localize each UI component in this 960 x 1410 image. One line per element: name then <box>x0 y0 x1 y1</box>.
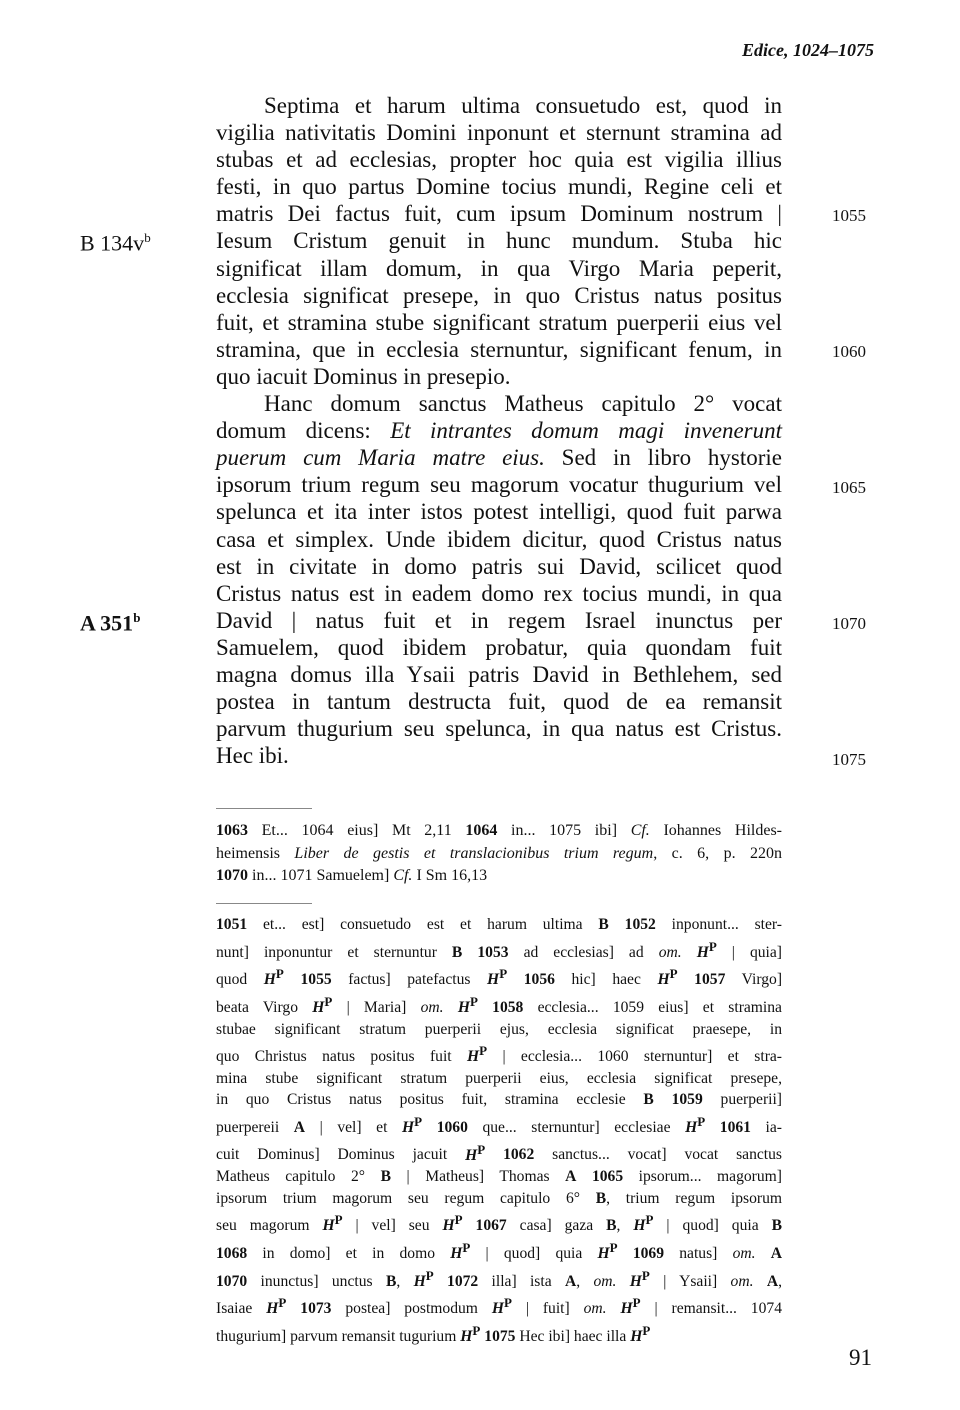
apparatus-line: quo Christus natus positus fuit $H^P$ | ecclesia... 1060 sternuntur] et stra- <box>216 1043 782 1066</box>
apparatus-line: ipsorum trium magorum seu regum capitulo 6° B, trium regum ipsorum <box>216 1189 782 1207</box>
text-line: vigilia nativitatis Domini inponunt et sternunt stramina ad <box>216 120 782 146</box>
text-line <box>216 417 782 444</box>
apparatus-line: in quo Cristus natus positus fuit, stramina ecclesie B 1059 puerperii] <box>216 1091 782 1109</box>
apparatus-line: Isaiae $H^P$ 1073 postea] postmodum $H^P$ | fuit] om. $H^P$ | remansit... 1074 <box>216 1295 782 1318</box>
siglum-b-marker: B $134v^b$ <box>80 230 151 256</box>
footnote-divider <box>216 903 312 904</box>
footnote-line: heimensis Liber de gestis et translacionibus trium regum, c. 6, p. 220n <box>216 844 782 862</box>
text-line: ecclesia significat presepe, in quo Cristus natus positus <box>216 282 782 308</box>
siglum-a-marker: A 351$^b$ <box>80 610 141 636</box>
footnote-divider <box>216 808 312 809</box>
apparatus-line: 1068 in domo] et in domo $H^P$ | quod] quia $H^P$ 1069 natus] om. A <box>216 1239 783 1262</box>
quote-text: Et intrantes domum magi invenerunt <box>390 418 782 444</box>
text-line: Iesum Cristum genuit in hunc mundum. Stuba hic <box>216 228 782 254</box>
text-line: Hec ibi. <box>216 743 289 769</box>
page-number: 91 <box>849 1345 872 1370</box>
text-line: magna domus illa Ysaii patris David in Bethlehem, sed <box>216 661 782 687</box>
apparatus-line: thugurium] parvum remansit tugurium $H^P$ 1075 Hec ibi] haec illa $H^P$ <box>216 1322 651 1346</box>
text-line: Cristus natus est in eadem domo rex tocius mundi, in qua <box>216 580 782 606</box>
text-line: quo iacuit Dominus in presepio. <box>216 363 511 389</box>
line-number: 1065 <box>832 478 866 497</box>
footnote-line: 1063 Et... 1064 eius] Mt 2,11 1064 in... 1075 ibi] Cf. Iohannes Hildes- <box>216 822 782 839</box>
text-line: festi, in quo partus Domine tocius mundi, Regine celi et <box>216 174 782 200</box>
text-segment: domum dicens: <box>216 418 391 444</box>
text-line: fuit, et stramina stube significant stratum puerperii eius vel <box>216 309 782 335</box>
apparatus-line: cuit Dominus] Dominus jacuit $H^P$ 1062 sanctus... vocat] vocat sanctus <box>216 1141 783 1164</box>
text-line: David | natus fuit et in regem Israel inunctus per <box>216 607 782 633</box>
apparatus-line: seu magorum $H^P$ | vel] seu $H^P$ 1067 casa] gaza B, $H^P$ | quod] quia B <box>216 1212 782 1235</box>
apparatus-line: nunt] inponuntur et sternuntur B 1053 ad ecclesias] ad om. $H^P$ | quia] <box>216 938 782 961</box>
footnotes-apparatus <box>216 914 782 1348</box>
footnote-line: 1070 in... 1071 Samuelem] Cf. I Sm 16,13 <box>216 867 488 884</box>
text-line: stramina, que in ecclesia sternuntur, significant fenum, in <box>216 336 782 362</box>
apparatus-line: 1070 inunctus] unctus B, $H^P$ 1072 illa] ista A, om. $H^P$ | Ysaii] om. A, <box>216 1267 783 1290</box>
main-text <box>216 92 782 769</box>
text-line: matris Dei factus fuit, cum ipsum Dominum nostrum | <box>216 201 782 227</box>
text-line: Septima et harum ultima consuetudo est, quod in <box>264 93 782 118</box>
quote-text: puerum cum Maria matre eius. <box>216 445 545 471</box>
text-line: ipsorum trium regum seu magorum vocatur thugurium vel <box>216 472 782 498</box>
line-number: 1055 <box>832 206 866 225</box>
footnotes-sources <box>216 820 782 888</box>
text-line: parvum thugurium seu spelunca, in qua natus est Cristus. <box>216 716 782 742</box>
apparatus-line: Matheus capitulo 2° B | Matheus] Thomas A 1065 ipsorum... magorum] <box>216 1168 782 1186</box>
text-line: stubas et ad ecclesias, propter hoc quia est vigilia illius <box>216 147 782 173</box>
text-line: casa et simplex. Unde ibidem dicitur, quod Cristus natus <box>216 526 782 552</box>
text-line: est in civitate in domo patris sui David, scilicet quod <box>216 553 782 579</box>
apparatus-line: stubae significant stratum puerperii ejus, ecclesia significat praesepe, in <box>216 1020 782 1038</box>
running-title: Edice, 1024–1075 <box>742 40 874 60</box>
apparatus-line: beata Virgo $H^P$ | Maria] om. $H^P$ 1058 ecclesia... 1059 eius] et stramina <box>216 993 782 1017</box>
line-number: 1075 <box>832 750 866 769</box>
apparatus-line: quod $H^P$ 1055 factus] patefactus $H^P$ 1056 hic] haec $H^P$ 1057 Virgo] <box>216 966 783 989</box>
text-line <box>216 444 782 471</box>
text-segment: Sed in libro hystorie <box>544 445 782 471</box>
text-line: spelunca et ita inter istos potest intelligi, quod fuit parwa <box>216 499 782 525</box>
line-number: 1070 <box>832 614 866 633</box>
text-line: Samuelem, quod ibidem probatur, quia quondam fuit <box>216 634 782 660</box>
apparatus-line: 1051 et... est] consuetudo est et harum ultima B 1052 inponunt... ster- <box>216 916 782 933</box>
apparatus-line: puerpereii A | vel] et $H^P$ 1060 que... sternuntur] ecclesiae $H^P$ 1061 ia- <box>216 1113 782 1136</box>
line-number: 1060 <box>832 342 866 361</box>
apparatus-line: mina stube significant stratum puerperii eius, ecclesia significat presepe, <box>216 1069 782 1087</box>
text-line: significat illam domum, in qua Virgo Maria peperit, <box>216 255 782 281</box>
text-line: Hanc domum sanctus Matheus capitulo 2° vocat <box>264 391 782 417</box>
text-line: postea in tantum destructa fuit, quod de ea remansit <box>216 689 782 715</box>
